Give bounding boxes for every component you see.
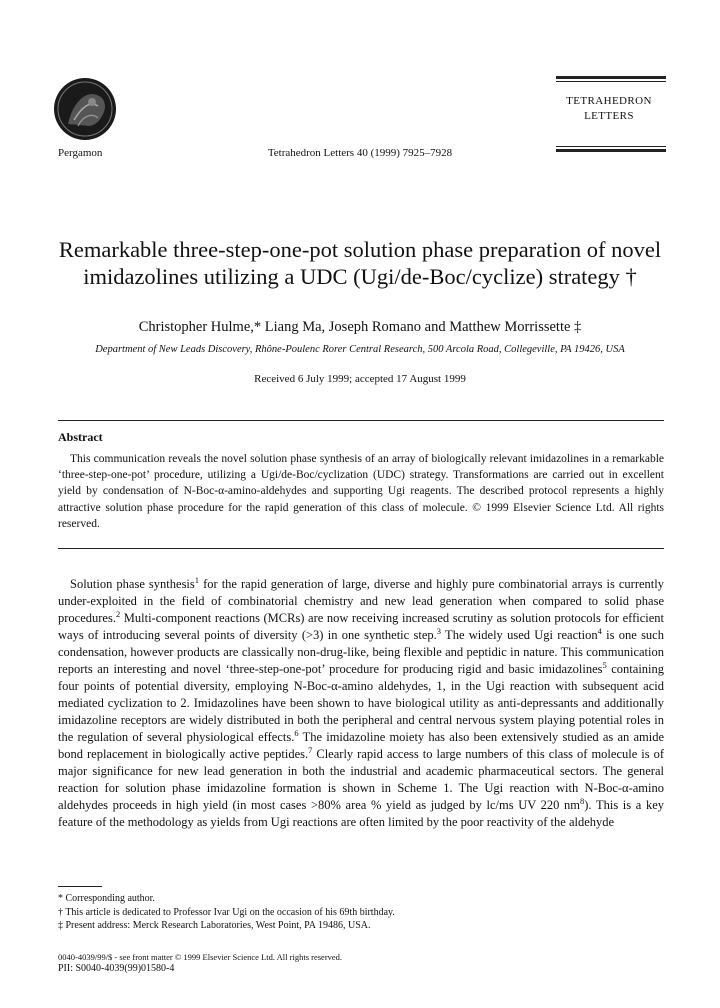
footnote-rule <box>58 886 102 887</box>
abstract-text: This communication reveals the novel solution phase synthesis of an array of biologically relevant imidazolines in a remarkable ‘three-step-one-pot’ procedure, utilizing a Ugi/de-Boc/cyclization (UDC) strategy. Transformations are carried out in excellent yield by condensation of N-Boc-α-amino-aldehydes and supporting Ugi reagents. The described protocol represents a highly attractive solution phase procedure for the rapid generation of this class of molecule. © 1999 Elsevier Science Ltd. All rights reserved. <box>58 453 664 530</box>
abstract-top-rule <box>58 420 664 421</box>
reference-marker: 7 <box>308 744 313 755</box>
reference-marker: 8 <box>580 795 585 806</box>
footnote-present-address: ‡ Present address: Merck Research Laboratories, West Point, PA 19486, USA. <box>58 920 371 931</box>
elsevier-tree-logo-icon <box>52 76 118 142</box>
body-text-run: The imidazoline moiety has also been extensively studied as an amide bond replacement in biologically active peptides. <box>58 730 664 761</box>
reference-marker: 1 <box>194 574 200 585</box>
footnotes <box>58 892 664 933</box>
header-rule <box>556 146 666 147</box>
journal-name-line: TETRAHEDRON <box>566 95 652 107</box>
body-text-run: containing four points of potential diversity, employing N-Boc-α-amino aldehydes, 1, in the Ugi reaction with subsequent acid mediated cyclization to 2. Imidazolines have been shown to have biological utility as anti-depressants and additionally imidazoline receptors are widely distributed in both the peripheral and central nervous system playing potential roles in the regulation of several physiological effects. <box>58 662 665 744</box>
header-rule <box>556 149 666 152</box>
body-text-run: is one such condensation, however products are classically non-drug-like, being flexible and peptidic in nature. This communication reports an interesting and novel ‘three-step-one-pot’ procedure for producing rigid and basic imidazolines <box>58 628 664 676</box>
reference-marker: 2 <box>115 608 121 619</box>
abstract-bottom-rule <box>58 548 664 549</box>
body-text-run: ). This is a key feature of the methodology as yields from Ugi reactions are often limited by the poor reactivity of the aldehyde <box>58 798 665 829</box>
footnote-corresponding: * Corresponding author. <box>58 893 155 904</box>
header-rule <box>556 81 666 82</box>
copyright-block <box>58 951 342 975</box>
journal-reference: Tetrahedron Letters 40 (1999) 7925–7928 <box>267 147 453 159</box>
pii-identifier: PII: S0040-4039(99)01580-4 <box>58 963 175 974</box>
header-rule <box>556 76 666 79</box>
author-list: Christopher Hulme,* Liang Ma, Joseph Romano and Matthew Morrissette ‡ <box>138 319 582 335</box>
publisher-name: Pergamon <box>58 147 103 159</box>
footnote-dedication: † This article is dedicated to Professor Ivar Ugi on the occasion of his 69th birthday. <box>58 906 395 918</box>
abstract-heading: Abstract <box>58 430 103 444</box>
received-dates: Received 6 July 1999; accepted 17 August 1999 <box>254 373 466 385</box>
body-text-run: for the rapid generation of large, diverse and highly pure combinatorial arrays is currently under-exploited in the field of combinatorial chemistry and new lead generation when compared to solid phase procedures. <box>58 577 665 625</box>
journal-name <box>552 94 666 124</box>
reference-marker: 6 <box>294 727 299 738</box>
body-paragraph <box>58 576 664 831</box>
body-text-run: Solution phase synthesis <box>70 577 195 591</box>
reference-marker: 5 <box>602 659 607 670</box>
reference-marker: 3 <box>436 625 441 636</box>
article-title: Remarkable three-step-one-pot solution phase preparation of novel imidazolines utilizing a UDC (Ugi/de-Boc/cyclize) strategy † <box>58 237 662 289</box>
reference-marker: 4 <box>597 625 602 636</box>
affiliation: Department of New Leads Discovery, Rhône-Poulenc Rorer Central Research, 500 Arcola Road, Collegeville, PA 19426, USA <box>95 344 625 355</box>
body-text-run: Clearly rapid access to large numbers of this class of molecule is of major significance for new lead generation in both the industrial and academic pharmaceutical sectors. The general reaction for solution phase imidazoline formation is shown in Scheme 1. The Ugi reaction with N-Boc-α-amino aldehydes proceeds in high yield (in most cases >80% area % yield as judged by lc/ms UV 220 nm <box>58 747 665 812</box>
copyright-line: 0040-4039/99/$ - see front matter © 1999 Elsevier Science Ltd. All rights reserved. <box>58 952 343 962</box>
body-text-run: The widely used Ugi reaction <box>441 628 598 642</box>
journal-name-line: LETTERS <box>584 110 634 122</box>
body-text-run: Multi-component reactions (MCRs) are now receiving increased scrutiny as solution protocols for efficient ways of introducing several points of diversity (>3) in one synthetic step. <box>58 611 664 642</box>
